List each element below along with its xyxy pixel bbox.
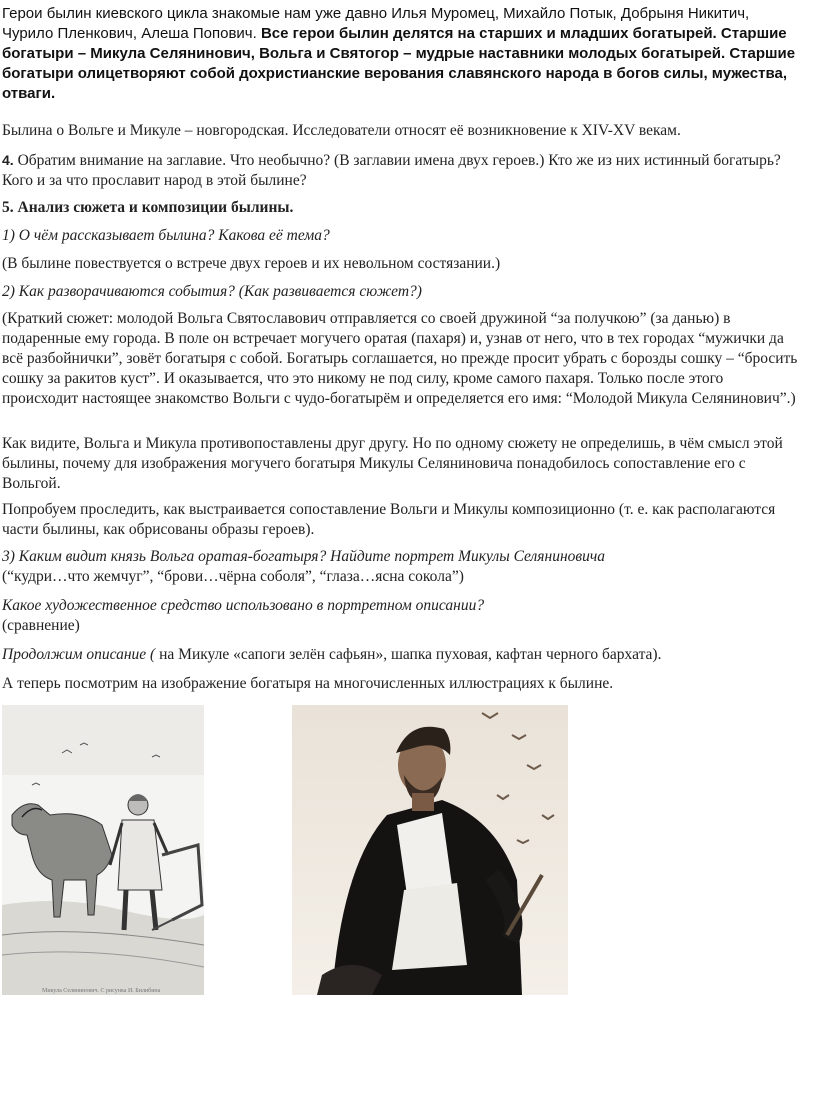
portrait-quotes: (“кудри…что жемчуг”, “брови…чёрна соболя”, “глаза…ясна сокола”) — [2, 568, 464, 585]
intro-plain-text: Герои былин киевского цикла знакомые нам уже давно Илья Муромец, Михайло Потык, Добрыня Никитич, Чурило Пленкович, Алеша Попович. — [2, 5, 750, 42]
paragraph-title-question-text: Обратим внимание на заглавие. Что необычно? (В заглавии имена двух героев.) Кто же из них истинный богатырь? Кого и за что прославит народ в этой былине? — [2, 152, 781, 189]
answer-device: (сравнение) — [2, 617, 80, 634]
description-intro: Продолжим описание ( — [2, 646, 156, 663]
illustration-ploughman-drawing — [2, 705, 204, 995]
question-device — [2, 596, 802, 636]
paragraph-title-question — [2, 150, 802, 191]
question-portrait — [2, 547, 802, 587]
paragraph-origin: Былина о Вольге и Микуле – новгородская. Исследователи относят её возникновение к XIV-XV векам. — [2, 122, 681, 139]
paragraph-number: 4. — [2, 152, 14, 168]
ploughman-drawing-art — [2, 705, 204, 995]
section-heading: 5. Анализ сюжета и композиции былины. — [2, 199, 294, 216]
paragraph-description — [2, 645, 802, 665]
answer-theme: (В былине повествуется о встрече двух героев и их невольном состязании.) — [2, 255, 501, 272]
intro-paragraph — [2, 4, 802, 104]
intro-bold-text: Все герои былин делятся на старших и младших богатырей. Старшие богатыри – Микула Селянинович, Вольга и Святогор – мудрые наставники молодых богатырей. Старшие богатыри олицетворяют собой дохристианские верования славянского народа в богов силы, мужества, отваги. — [2, 25, 796, 102]
paragraph-composition: Попробуем проследить, как выстраивается сопоставление Вольги и Микулы композиционно (т. е. как располагаются части былины, как обрисованы образы героев). — [2, 501, 776, 538]
paragraph-illustrations: А теперь посмотрим на изображение богатыря на многочисленных иллюстрациях к былине. — [2, 675, 614, 692]
illustration-bogatyr-portrait — [292, 705, 568, 995]
question-portrait-text: 3) Каким видит князь Вольга оратая-богатыря? Найдите портрет Микулы Селяниновича — [2, 548, 606, 565]
illustration-caption: Микула Селянинович. С рисунка И. Билибина — [42, 988, 161, 994]
question-theme: 1) О чём рассказывает былина? Какова её тема? — [2, 227, 330, 244]
question-device-text: Какое художественное средство использовано в портретном описании? — [2, 597, 485, 614]
paragraph-contrast: Как видите, Вольга и Микула противопоставлены друг другу. Но по одному сюжету не определишь, в чём смысл этой былины, почему для изображения могучего богатыря Микулы Селяниновича понадобилось сопоставление его с Вольгой. — [2, 435, 783, 492]
question-plot: 2) Как разворачиваются события? (Как развивается сюжет?) — [2, 283, 422, 300]
answer-plot: (Краткий сюжет: молодой Вольга Святославович отправляется со своей дружиной “за получкою” (за данью) в подаренные ему города. В поле он встречает могучего оратая (пахаря) и, узнав от него, что в тех городах “мужички да всё разбойнички”, зовёт богатыря с собой. Богатырь соглашается, но прежде просит убрать с борозды сошку – “бросить сошку за ракитов куст”. И оказывается, что это никому не под силу, кроме самого пахаря. Только после этого происходит настоящее знакомство Вольги с чудо-богатырём и определяется его имя: “Молодой Микула Селянинович”.) — [2, 310, 798, 407]
bogatyr-portrait-art — [292, 705, 568, 995]
description-clothing: на Микуле «сапоги зелён сафьян», шапка пуховая, кафтан черного бархата). — [155, 646, 662, 663]
